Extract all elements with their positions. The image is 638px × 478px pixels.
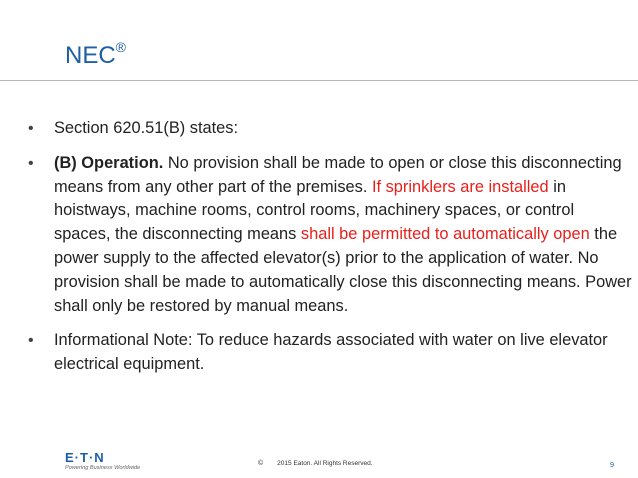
- logo-tagline: Powering Business Worldwide: [65, 465, 141, 471]
- slide-title: [65, 39, 126, 69]
- eaton-logo: [65, 451, 145, 475]
- operation-text-3: the power supply to the affected elevator(s) prior to the application of water. No provision shall be made to automatically close this disconnecting means. Power shall only be restored by manual means.: [54, 225, 632, 315]
- operation-text-1: No provision shall be made to open or close this disconnecting means from any other part of the premises.: [54, 153, 622, 196]
- bullet-dot: •: [28, 332, 34, 350]
- copyright-notice: [258, 460, 373, 467]
- operation-text-2: in hoistways, machine rooms, control rooms, machinery spaces, or control spaces, the disconnecting means: [54, 177, 575, 244]
- bullet-list: [0, 117, 638, 388]
- bullet-section-ref: [0, 117, 638, 141]
- page-number: 9: [609, 460, 614, 469]
- operation-heading: (B) Operation.: [54, 153, 164, 172]
- bullet-operation: [0, 152, 638, 319]
- bullet-dot: •: [28, 120, 34, 137]
- highlight-sprinklers: If sprinklers are installed: [371, 177, 549, 196]
- registered-mark: ®: [115, 39, 126, 55]
- bullet-informational-note: [0, 329, 638, 377]
- logo-wordmark: E·T·N: [65, 450, 105, 465]
- bullet-dot: •: [28, 154, 34, 172]
- highlight-permitted: shall be permitted to automatically open: [300, 225, 590, 244]
- copyright-symbol: ©: [258, 460, 264, 467]
- copyright-text: 2015 Eaton. All Rights Reserved.: [277, 460, 373, 467]
- title-divider: [0, 80, 638, 81]
- title-text: NEC: [65, 42, 116, 69]
- bullet-text: Informational Note: To reduce hazards associated with water on live elevator electrical equipment.: [54, 331, 608, 374]
- bullet-text: Section 620.51(B) states:: [54, 119, 239, 137]
